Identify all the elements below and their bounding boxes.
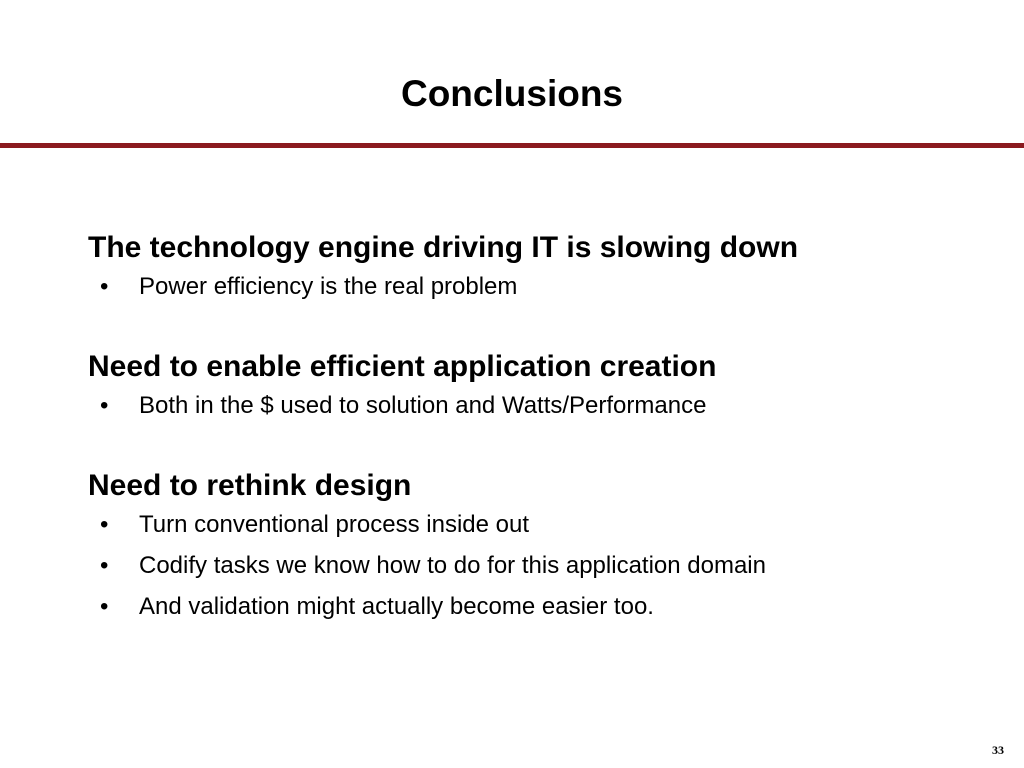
bullet-item — [88, 592, 988, 622]
bullet-text: Both in the $ used to solution and Watts/Performance — [139, 392, 707, 419]
bullet-text: Codify tasks we know how to do for this application domain — [139, 552, 766, 579]
section-technology-engine — [88, 228, 988, 302]
bullet-text: And validation might actually become easier too. — [139, 593, 654, 620]
bullet-marker: • — [100, 273, 109, 300]
slide-content — [88, 228, 988, 667]
section-heading: The technology engine driving IT is slowing down — [88, 231, 799, 264]
section-heading: Need to enable efficient application creation — [88, 350, 717, 383]
bullet-text: Power efficiency is the real problem — [139, 273, 518, 300]
bullet-marker: • — [100, 593, 109, 620]
bullet-marker: • — [100, 552, 109, 579]
bullet-item — [88, 551, 988, 581]
bullet-marker: • — [100, 511, 109, 538]
slide-title: Conclusions — [400, 73, 624, 114]
bullet-item — [88, 272, 988, 302]
page-number: 33 — [992, 743, 1004, 757]
section-rethink-design — [88, 466, 988, 622]
bullet-marker: • — [100, 392, 109, 419]
bullet-item — [88, 510, 988, 540]
bullet-text: Turn conventional process inside out — [139, 511, 529, 538]
bullet-list — [88, 510, 988, 622]
bullet-list — [88, 391, 988, 421]
section-application-creation — [88, 347, 988, 421]
title-divider — [0, 143, 1024, 148]
bullet-list — [88, 272, 988, 302]
bullet-item — [88, 391, 988, 421]
section-heading: Need to rethink design — [88, 469, 412, 502]
